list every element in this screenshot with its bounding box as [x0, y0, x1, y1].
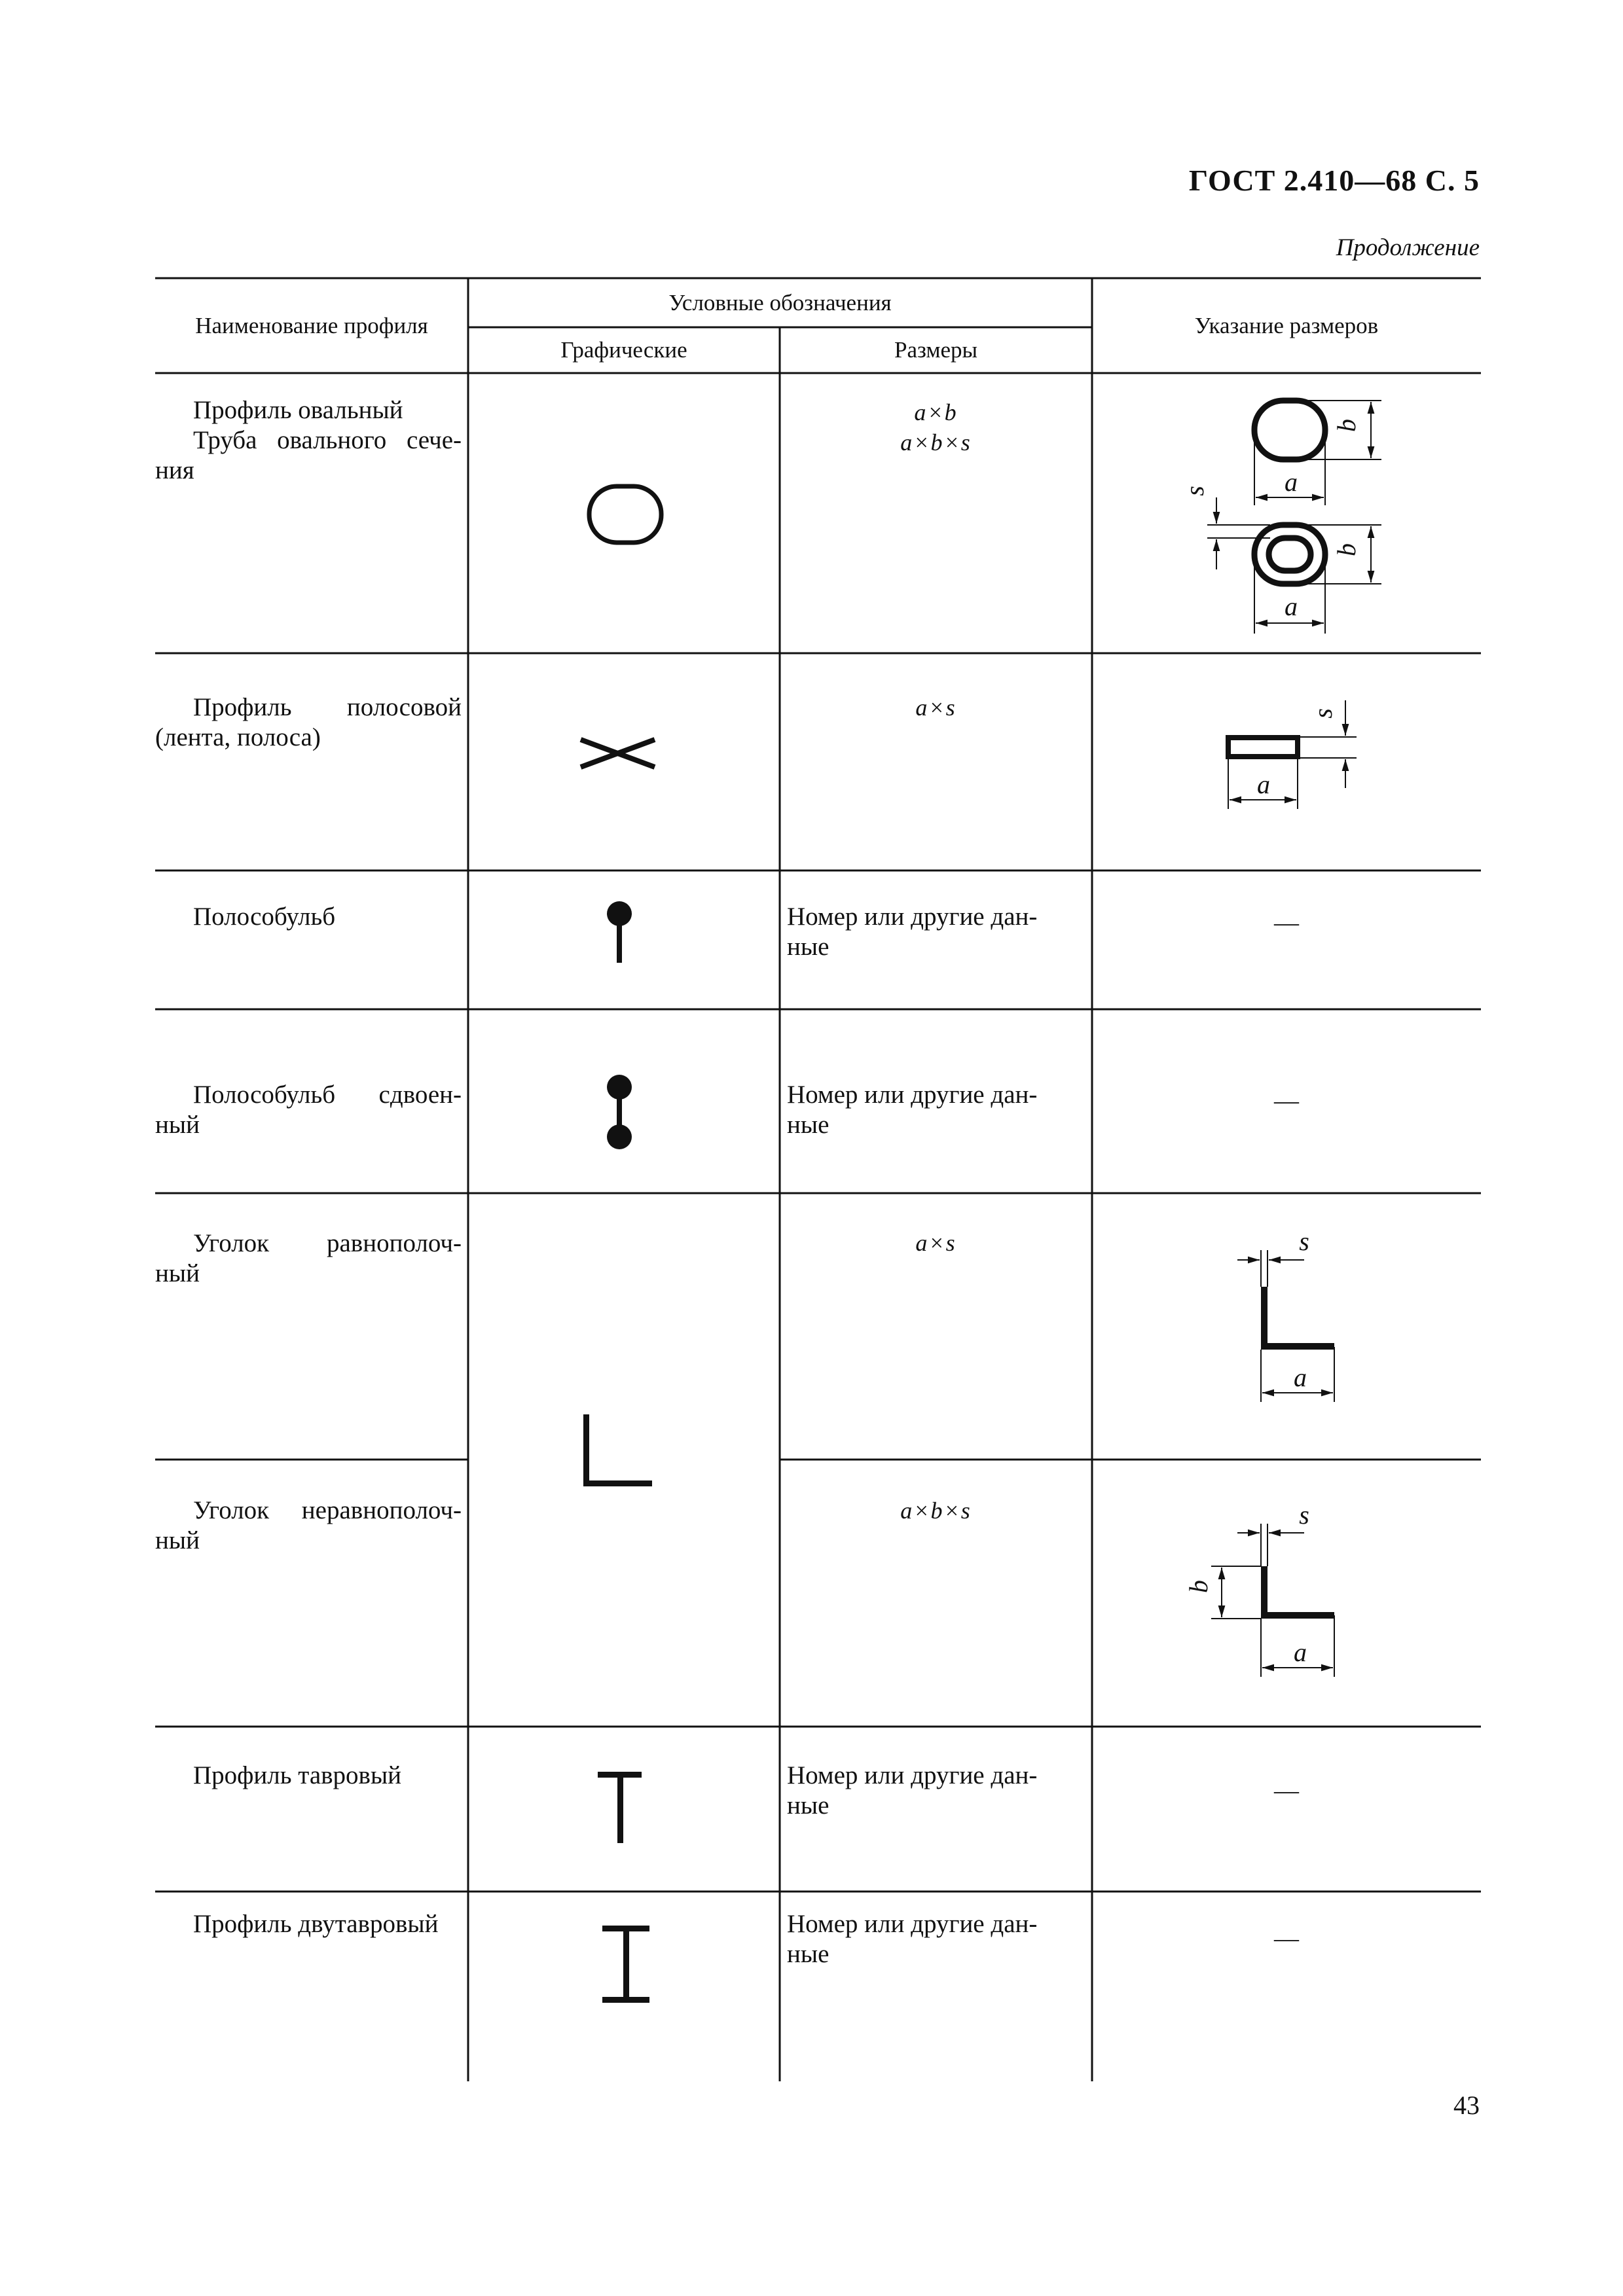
- table-row-sizes: a×s: [915, 694, 957, 721]
- table-row-sizes: a×s: [915, 1230, 957, 1256]
- svg-text:a: a: [1285, 592, 1298, 621]
- column-header-dimensions: Указание размеров: [1194, 313, 1379, 338]
- oval-dimension-labels: [1180, 419, 1361, 621]
- svg-text:s: s: [1308, 708, 1338, 719]
- table-row-name: Профиль тавровый: [193, 1761, 402, 1789]
- table-row-name: Профиль овальный Труба овального сече- ния: [155, 396, 462, 484]
- table-row-sizes: Номер или другие дан- ные: [787, 1081, 1038, 1139]
- table-row-dimensions: —: [1274, 909, 1299, 937]
- table-row-sizes: a×b a×b×s: [900, 399, 972, 456]
- svg-text:s: s: [1299, 1227, 1309, 1256]
- column-header-name: Наименование профиля: [195, 313, 428, 338]
- svg-text:a: a: [1257, 770, 1270, 799]
- equal-angle-dimension-diagram: [1237, 1250, 1334, 1402]
- table-row-name: Уголок неравнополоч- ный: [155, 1496, 462, 1554]
- table-row-sizes: Номер или другие дан- ные: [787, 903, 1038, 961]
- svg-text:a: a: [1294, 1363, 1307, 1392]
- table-row-dimensions: —: [1274, 1087, 1299, 1115]
- unequal-angle-dimension-diagram: [1211, 1524, 1334, 1677]
- table-row-sizes: Номер или другие дан- ные: [787, 1761, 1038, 1820]
- svg-text:a: a: [1285, 467, 1298, 497]
- svg-text:s: s: [1180, 486, 1209, 496]
- table-row-sizes: Номер или другие дан- ные: [787, 1910, 1038, 1968]
- table-row-name: Полособульб сдвоен- ный: [155, 1081, 462, 1139]
- svg-text:b: b: [1332, 419, 1361, 432]
- continuation-label: Продолжение: [1336, 234, 1480, 261]
- table-row-sizes: a×b×s: [900, 1498, 972, 1524]
- equal-angle-dimension-labels: [1294, 1227, 1309, 1392]
- svg-text:a: a: [1294, 1638, 1307, 1667]
- unequal-angle-dimension-labels: [1184, 1500, 1309, 1667]
- document-header: ГОСТ 2.410—68 С. 5: [1188, 164, 1480, 197]
- svg-text:s: s: [1299, 1500, 1309, 1530]
- table-row-dimensions: —: [1274, 1925, 1299, 1952]
- table-row-name: Профиль полосовой (лента, полоса): [155, 693, 462, 751]
- svg-text:b: b: [1332, 543, 1361, 556]
- table-row-dimensions: —: [1274, 1777, 1299, 1804]
- column-header-designations: Условные обозначения: [668, 290, 892, 315]
- column-header-sizes: Размеры: [894, 337, 978, 363]
- table-row-name: Профиль двутавровый: [193, 1910, 439, 1938]
- table-row-name: Полособульб: [193, 903, 336, 931]
- column-header-graphic: Графические: [560, 337, 687, 363]
- svg-text:b: b: [1184, 1580, 1213, 1593]
- table-row-name: Уголок равнополоч- ный: [155, 1229, 462, 1287]
- page-number: 43: [1453, 2090, 1480, 2120]
